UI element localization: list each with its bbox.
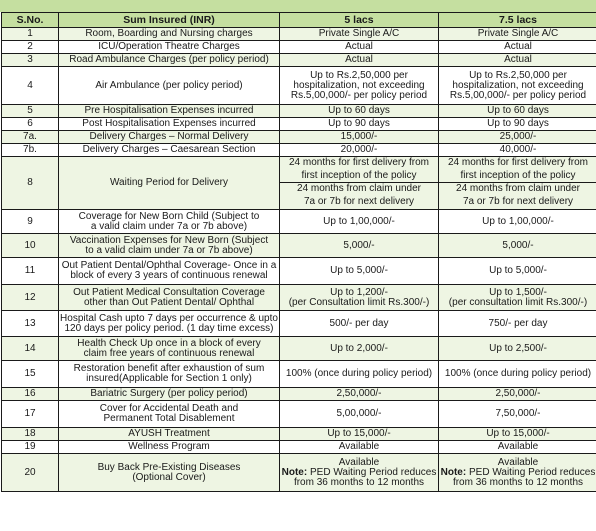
- table-row: [2, 454, 596, 492]
- cell-5-lacs: [280, 118, 439, 131]
- cell-line: Actual: [504, 41, 532, 52]
- split-bottom: [280, 182, 438, 209]
- cell-sno: 4: [2, 67, 59, 105]
- cell-7-5-lacs: [439, 401, 596, 428]
- table-row: [2, 361, 596, 388]
- header-5-lacs: 5 lacs: [280, 13, 439, 28]
- cell-5-lacs: [280, 311, 439, 337]
- cell-line: (Optional Cover): [132, 471, 206, 483]
- cell-5-lacs: [280, 157, 439, 210]
- cell-sno: 13: [2, 311, 59, 337]
- cell-line: Up to 5,000/-: [330, 265, 388, 276]
- cell-sno: 19: [2, 441, 59, 454]
- table-row: [2, 67, 596, 105]
- cell-line: block of every 3 years of continuous renewal: [70, 270, 268, 281]
- note-line: [281, 468, 437, 478]
- cell-line: Up to 5,000/-: [489, 265, 547, 276]
- cell-line: 15,000/-: [340, 131, 378, 142]
- cell-line: first inception of the policy: [460, 169, 576, 181]
- cell-sno: 2: [2, 41, 59, 54]
- cell-line: Available: [338, 456, 380, 468]
- header-band: [0, 0, 596, 12]
- cell-line: Up to 2,500/-: [489, 342, 547, 354]
- note-line: [440, 468, 596, 478]
- cell-5-lacs: [280, 28, 439, 41]
- cell-line: Private Single A/C: [318, 28, 400, 39]
- cell-7-5-lacs: [439, 454, 596, 492]
- cell-description: [59, 234, 280, 258]
- benefits-table: [1, 12, 596, 492]
- cell-7-5-lacs: [439, 388, 596, 401]
- cell-7-5-lacs: [439, 311, 596, 337]
- cell-5-lacs: [280, 105, 439, 118]
- cell-line: 5,000/-: [502, 239, 534, 251]
- cell-sno: 9: [2, 210, 59, 234]
- cell-sno: 12: [2, 285, 59, 311]
- cell-line: Delivery Charges – Caesarean Section: [82, 144, 256, 155]
- cell-line: 100% (once during policy period): [285, 368, 433, 379]
- cell-description: [59, 388, 280, 401]
- cell-line: 25,000/-: [499, 131, 537, 142]
- cell-line: 7,50,000/-: [495, 408, 541, 419]
- cell-description: [59, 67, 280, 105]
- table-row: [2, 401, 596, 428]
- cell-line: 5,000/-: [343, 239, 375, 251]
- cell-5-lacs: [280, 361, 439, 388]
- cell-7-5-lacs: [439, 28, 596, 41]
- cell-sno: 17: [2, 401, 59, 428]
- cell-7-5-lacs: [439, 210, 596, 234]
- cell-5-lacs: [280, 337, 439, 361]
- cell-line: claim free years of continuous renewal: [83, 347, 255, 359]
- cell-sno: 7a.: [2, 131, 59, 144]
- cell-line: Up to 1,00,000/-: [323, 215, 395, 227]
- cell-line: Hospital Cash upto 7 days per occurrence & upto: [60, 312, 278, 324]
- cell-description: [59, 28, 280, 41]
- cell-sno: 7b.: [2, 144, 59, 157]
- cell-5-lacs: [280, 454, 439, 492]
- cell-7-5-lacs: [439, 428, 596, 441]
- cell-description: [59, 337, 280, 361]
- cell-line: Up to 60 days: [328, 105, 390, 116]
- note-text: PED Waiting Period reduces: [307, 466, 437, 478]
- cell-description: [59, 454, 280, 492]
- cell-line: insured(Applicable for Section 1 only): [86, 373, 252, 384]
- cell-5-lacs: [280, 41, 439, 54]
- cell-7-5-lacs: [439, 258, 596, 285]
- cell-description: [59, 105, 280, 118]
- cell-line: Up to Rs.2,50,000 per: [469, 69, 567, 81]
- cell-description: [59, 401, 280, 428]
- table-row: [2, 311, 596, 337]
- table-body: [2, 28, 596, 492]
- cell-sno: 3: [2, 54, 59, 67]
- cell-line: 24 months for first delivery from: [288, 157, 430, 168]
- cell-line: 100% (once during policy period): [444, 368, 592, 379]
- cell-line: Out Patient Dental/Ophthal Coverage- Once in a: [61, 260, 277, 271]
- header-sno: S.No.: [2, 13, 59, 28]
- cell-sno: 1: [2, 28, 59, 41]
- note-text: PED Waiting Period reduces: [466, 466, 596, 478]
- cell-5-lacs: [280, 234, 439, 258]
- table-row: [2, 54, 596, 67]
- cell-description: [59, 285, 280, 311]
- cell-line: Private Single A/C: [477, 28, 559, 39]
- cell-line: Actual: [345, 41, 373, 52]
- cell-sno: 15: [2, 361, 59, 388]
- cell-5-lacs: [280, 67, 439, 105]
- cell-line: a valid claim under 7a or 7b above): [90, 220, 248, 232]
- cell-line: Coverage for New Born Child (Subject to: [78, 210, 260, 222]
- cell-description: [59, 258, 280, 285]
- cell-line: 24 months from claim under: [456, 183, 580, 194]
- cell-line: 24 months for first delivery from: [447, 157, 589, 168]
- cell-line: Rs.5,00,000/- per policy period: [290, 89, 428, 101]
- split-top: [439, 157, 596, 182]
- cell-7-5-lacs: [439, 361, 596, 388]
- cell-7-5-lacs: [439, 157, 596, 210]
- table-header-row: [2, 13, 596, 28]
- cell-line: Wellness Program: [128, 441, 210, 452]
- cell-7-5-lacs: [439, 337, 596, 361]
- cell-line: ICU/Operation Theatre Charges: [98, 41, 240, 52]
- cell-line: Up to 15,000/-: [327, 428, 391, 439]
- cell-line: Up to 1,00,000/-: [482, 215, 554, 227]
- cell-description: [59, 157, 280, 210]
- cell-line: Up to 1,200/-: [330, 286, 388, 298]
- cell-line: Vaccination Expenses for New Born (Subject: [69, 234, 269, 246]
- cell-sno: 18: [2, 428, 59, 441]
- cell-7-5-lacs: [439, 67, 596, 105]
- cell-description: [59, 428, 280, 441]
- cell-7-5-lacs: [439, 441, 596, 454]
- cell-line: Pre Hospitalisation Expenses incurred: [84, 105, 254, 116]
- cell-line: 7a or 7b for next delivery: [462, 196, 574, 207]
- table-row: [2, 118, 596, 131]
- cell-line: 120 days per policy period. (1 day time excess): [64, 322, 274, 334]
- table-row: [2, 388, 596, 401]
- cell-line: Up to Rs.2,50,000 per: [310, 69, 408, 81]
- cell-description: [59, 144, 280, 157]
- split-bottom: [439, 182, 596, 209]
- cell-description: [59, 361, 280, 388]
- cell-7-5-lacs: [439, 144, 596, 157]
- cell-sno: 5: [2, 105, 59, 118]
- cell-line: Up to 15,000/-: [486, 428, 550, 439]
- cell-line: hospitalization, not exceeding: [293, 79, 425, 91]
- cell-7-5-lacs: [439, 105, 596, 118]
- cell-line: Out Patient Medical Consultation Coverage: [73, 286, 265, 298]
- cell-sno: 16: [2, 388, 59, 401]
- cell-5-lacs: [280, 131, 439, 144]
- cell-line: Available: [497, 441, 539, 452]
- cell-sno: 8: [2, 157, 59, 210]
- cell-line: Up to 2,000/-: [330, 342, 388, 354]
- cell-5-lacs: [280, 388, 439, 401]
- cell-line: 2,50,000/-: [495, 388, 541, 399]
- cell-5-lacs: [280, 54, 439, 67]
- cell-line: Rs.5,00,000/- per policy period: [449, 89, 587, 101]
- table-row: [2, 131, 596, 144]
- cell-description: [59, 54, 280, 67]
- cell-5-lacs: [280, 428, 439, 441]
- cell-line: Permanent Total Disablement: [103, 413, 235, 424]
- cell-line: Air Ambulance (per policy period): [95, 79, 243, 91]
- cell-line: Delivery Charges – Normal Delivery: [89, 131, 249, 142]
- table-row: [2, 441, 596, 454]
- cell-description: [59, 210, 280, 234]
- cell-5-lacs: [280, 401, 439, 428]
- cell-line: (per Consultation limit Rs.300/-): [288, 296, 430, 308]
- note-line: from 36 months to 12 months: [293, 476, 425, 488]
- cell-line: (per consultation limit Rs.300/-): [448, 296, 588, 308]
- cell-sno: 11: [2, 258, 59, 285]
- cell-7-5-lacs: [439, 41, 596, 54]
- cell-line: to a valid claim under 7a or 7b above): [85, 244, 253, 256]
- cell-line: Waiting Period for Delivery: [109, 177, 228, 188]
- cell-5-lacs: [280, 285, 439, 311]
- cell-line: Bariatric Surgery (per policy period): [90, 388, 248, 399]
- cell-line: other than Out Patient Dental/ Ophthal: [83, 296, 255, 308]
- cell-line: Available: [497, 456, 539, 468]
- cell-line: Up to 90 days: [487, 118, 549, 129]
- cell-description: [59, 311, 280, 337]
- cell-line: Cover for Accidental Death and: [99, 403, 239, 414]
- cell-line: Health Check Up once in a block of every: [77, 337, 261, 349]
- cell-line: Up to 60 days: [487, 105, 549, 116]
- header-7-5-lacs: 7.5 lacs: [439, 13, 596, 28]
- cell-line: Up to 1,500/-: [489, 286, 547, 298]
- table-row: [2, 234, 596, 258]
- cell-line: Restoration benefit after exhaustion of sum: [73, 363, 265, 374]
- cell-7-5-lacs: [439, 285, 596, 311]
- cell-description: [59, 118, 280, 131]
- cell-line: 2,50,000/-: [336, 388, 382, 399]
- cell-description: [59, 131, 280, 144]
- cell-description: [59, 441, 280, 454]
- table-row: [2, 258, 596, 285]
- cell-sno: 6: [2, 118, 59, 131]
- cell-line: 500/- per day: [329, 317, 389, 329]
- cell-line: Post Hospitalisation Expenses incurred: [82, 118, 256, 129]
- cell-line: Room, Boarding and Nursing charges: [85, 28, 253, 39]
- cell-line: 7a or 7b for next delivery: [303, 196, 415, 207]
- cell-line: Actual: [504, 54, 532, 65]
- cell-line: first inception of the policy: [301, 169, 417, 181]
- table-row: [2, 41, 596, 54]
- table-row: [2, 105, 596, 118]
- cell-line: Actual: [345, 54, 373, 65]
- cell-7-5-lacs: [439, 118, 596, 131]
- cell-line: Available: [338, 441, 380, 452]
- cell-line: Buy Back Pre-Existing Diseases: [97, 461, 241, 473]
- cell-7-5-lacs: [439, 234, 596, 258]
- cell-line: 40,000/-: [499, 144, 537, 155]
- cell-7-5-lacs: [439, 54, 596, 67]
- table-row: [2, 337, 596, 361]
- table-row: [2, 144, 596, 157]
- cell-line: 5,00,000/-: [336, 408, 382, 419]
- header-sum-insured: Sum Insured (INR): [59, 13, 280, 28]
- table-row: [2, 210, 596, 234]
- cell-line: Road Ambulance Charges (per policy period): [69, 54, 269, 65]
- cell-line: hospitalization, not exceeding: [452, 79, 584, 91]
- table-row: [2, 157, 596, 210]
- cell-line: 20,000/-: [340, 144, 378, 155]
- cell-sno: 20: [2, 454, 59, 492]
- cell-description: [59, 41, 280, 54]
- cell-sno: 10: [2, 234, 59, 258]
- note-label: Note:: [440, 466, 467, 478]
- cell-line: AYUSH Treatment: [128, 428, 210, 439]
- cell-5-lacs: [280, 258, 439, 285]
- cell-line: 750/- per day: [488, 317, 548, 329]
- cell-7-5-lacs: [439, 131, 596, 144]
- cell-5-lacs: [280, 441, 439, 454]
- cell-5-lacs: [280, 210, 439, 234]
- table-row: [2, 428, 596, 441]
- cell-sno: 14: [2, 337, 59, 361]
- note-label: Note:: [281, 466, 308, 478]
- cell-line: Up to 90 days: [328, 118, 390, 129]
- cell-5-lacs: [280, 144, 439, 157]
- cell-line: 24 months from claim under: [297, 183, 421, 194]
- table-row: [2, 285, 596, 311]
- split-top: [280, 157, 438, 182]
- note-line: from 36 months to 12 months: [452, 476, 584, 488]
- table-row: [2, 28, 596, 41]
